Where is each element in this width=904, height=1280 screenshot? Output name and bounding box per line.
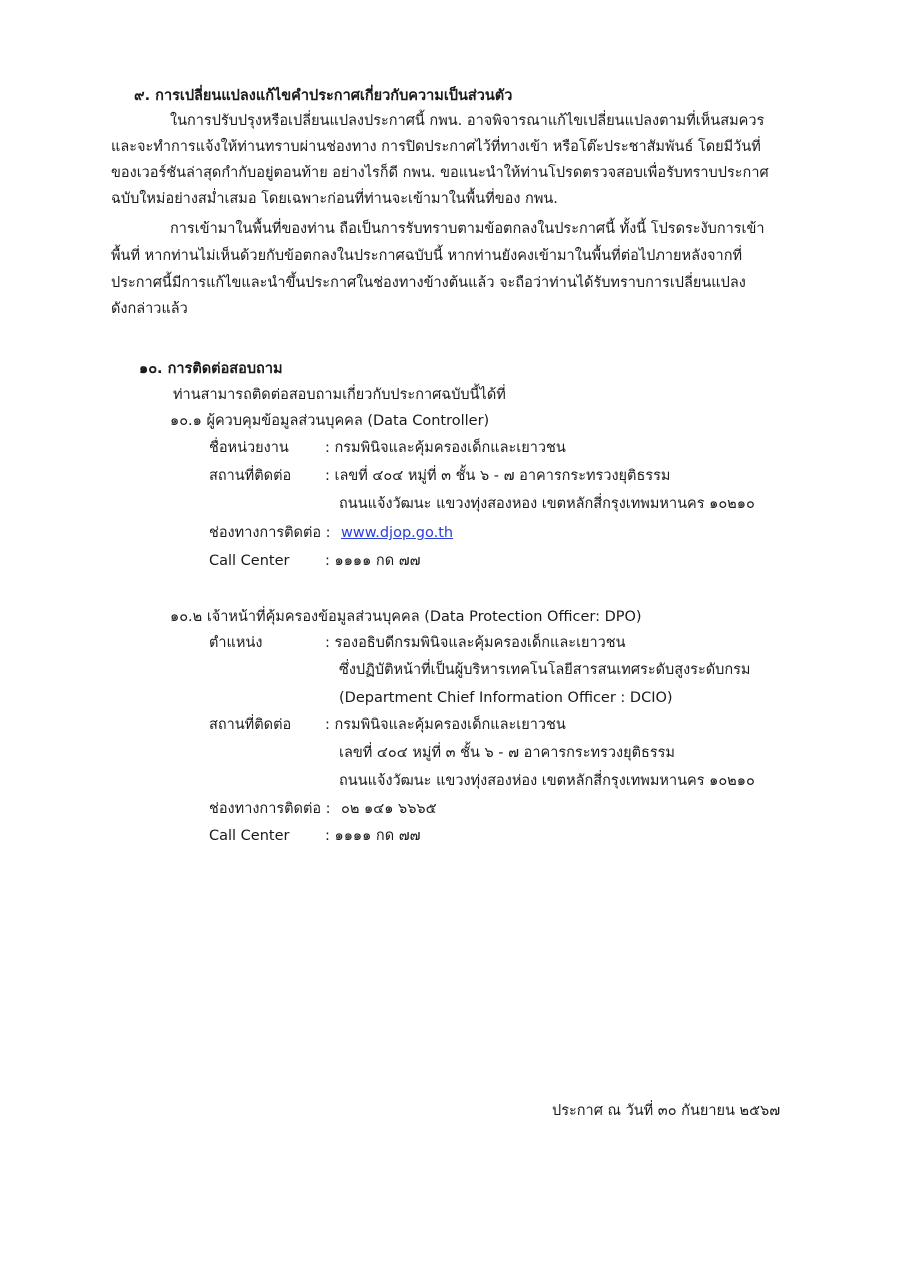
- dpo-position-line-1: : รองอธิบดีกรมพินิจและคุ้มครองเด็กและเยาวชน: [325, 635, 626, 651]
- dpo-channel-label: ช่องทางการติดต่อ :: [209, 801, 331, 817]
- dpo-position-label: ตำแหน่ง: [209, 635, 263, 651]
- section-10-intro: ท่านสามารถติดต่อสอบถามเกี่ยวกับประกาศฉบับนี้ได้ที่: [173, 387, 506, 403]
- section-9-paragraph-1-line-3: ของเวอร์ชันล่าสุดกำกับอยู่ตอนท้าย อย่างไรก็ดี กพน. ขอแนะนำให้ท่านโปรดตรวจสอบเพื่อรับทราบประกาศ: [111, 165, 769, 181]
- dpo-position-line-2: ซึ่งปฏิบัติหน้าที่เป็นผู้บริหารเทคโนโลยีสารสนเทศระดับสูงระดับกรม: [339, 662, 751, 678]
- section-9-paragraph-2-line-1: การเข้ามาในพื้นที่ของท่าน ถือเป็นการรับทราบตามข้อตกลงในประกาศนี้ ทั้งนี้ โปรดระงับการเข้า: [170, 221, 765, 237]
- controller-agency-value: : กรมพินิจและคุ้มครองเด็กและเยาวชน: [325, 440, 566, 456]
- dpo-position-line-3: (Department Chief Information Officer : DCIO): [339, 690, 673, 706]
- section-9-heading: ๙. การเปลี่ยนแปลงแก้ไขคำประกาศเกี่ยวกับความเป็นส่วนตัว: [134, 88, 513, 104]
- section-9-paragraph-1-line-2: และจะทำการแจ้งให้ท่านทราบผ่านช่องทาง การปิดประกาศไว้ที่ทางเข้า หรือโต๊ะประชาสัมพันธ์ โดยมีวันที่: [111, 139, 761, 155]
- dpo-address-line-1: : กรมพินิจและคุ้มครองเด็กและเยาวชน: [325, 717, 566, 733]
- dpo-callcenter-value: : ๑๑๑๑ กด ๗๗: [325, 828, 421, 844]
- controller-callcenter-label: Call Center: [209, 553, 290, 569]
- controller-channel-label: ช่องทางการติดต่อ :: [209, 525, 331, 541]
- section-10-heading: ๑๐. การติดต่อสอบถาม: [139, 361, 283, 377]
- section-9-paragraph-2-line-3: ประกาศนี้มีการแก้ไขและนำขึ้นประกาศในช่องทางข้างต้นแล้ว จะถือว่าท่านได้รับทราบการเปลี่ยนแปลง: [111, 275, 746, 291]
- controller-address-line-2: ถนนแจ้งวัฒนะ แขวงทุ่งสองหอง เขตหลักสี่กรุงเทพมหานคร ๑๐๒๑๐: [339, 496, 755, 512]
- dpo-channel-value: ๐๒ ๑๔๑ ๖๖๖๕: [341, 801, 437, 817]
- dpo-address-label: สถานที่ติดต่อ: [209, 717, 292, 733]
- controller-callcenter-value: : ๑๑๑๑ กด ๗๗: [325, 553, 421, 569]
- dpo-address-line-3: ถนนแจ้งวัฒนะ แขวงทุ่งสองห่อง เขตหลักสี่กรุงเทพมหานคร ๑๐๒๑๐: [339, 773, 755, 789]
- dpo-address-line-2: เลขที่ ๔๐๔ หมู่ที่ ๓ ชั้น ๖ - ๗ อาคารกระทรวงยุติธรรม: [339, 745, 675, 761]
- controller-address-label: สถานที่ติดต่อ: [209, 468, 292, 484]
- dpo-callcenter-label: Call Center: [209, 828, 290, 844]
- controller-address-line-1: : เลขที่ ๔๐๔ หมู่ที่ ๓ ชั้น ๖ - ๗ อาคารกระทรวงยุติธรรม: [325, 468, 671, 484]
- section-9-paragraph-1-line-4: ฉบับใหม่อย่างสม่ำเสมอ โดยเฉพาะก่อนที่ท่านจะเข้ามาในพื้นที่ของ กพน.: [111, 191, 558, 207]
- dpo-title: ๑๐.๒ เจ้าหน้าที่คุ้มครองข้อมูลส่วนบุคคล (Data Protection Officer: DPO): [170, 609, 642, 625]
- section-9-paragraph-2-line-4: ดังกล่าวแล้ว: [111, 301, 188, 317]
- controller-agency-label: ชื่อหน่วยงาน: [209, 440, 289, 456]
- controller-title: ๑๐.๑ ผู้ควบคุมข้อมูลส่วนบุคคล (Data Controller): [170, 413, 490, 429]
- announcement-date: ประกาศ ณ วันที่ ๓๐ กันยายน ๒๕๖๗: [552, 1103, 781, 1119]
- section-9-paragraph-2-line-2: พื้นที่ หากท่านไม่เห็นด้วยกับข้อตกลงในประกาศฉบับนี้ หากท่านยังคงเข้ามาในพื้นที่ต่อไปภายหลังจากที่: [111, 248, 743, 264]
- section-9-paragraph-1-line-1: ในการปรับปรุงหรือเปลี่ยนแปลงประกาศนี้ กพน. อาจพิจารณาแก้ไขเปลี่ยนแปลงตามที่เห็นสมควร: [170, 113, 765, 129]
- controller-website-link[interactable]: www.djop.go.th: [341, 525, 454, 541]
